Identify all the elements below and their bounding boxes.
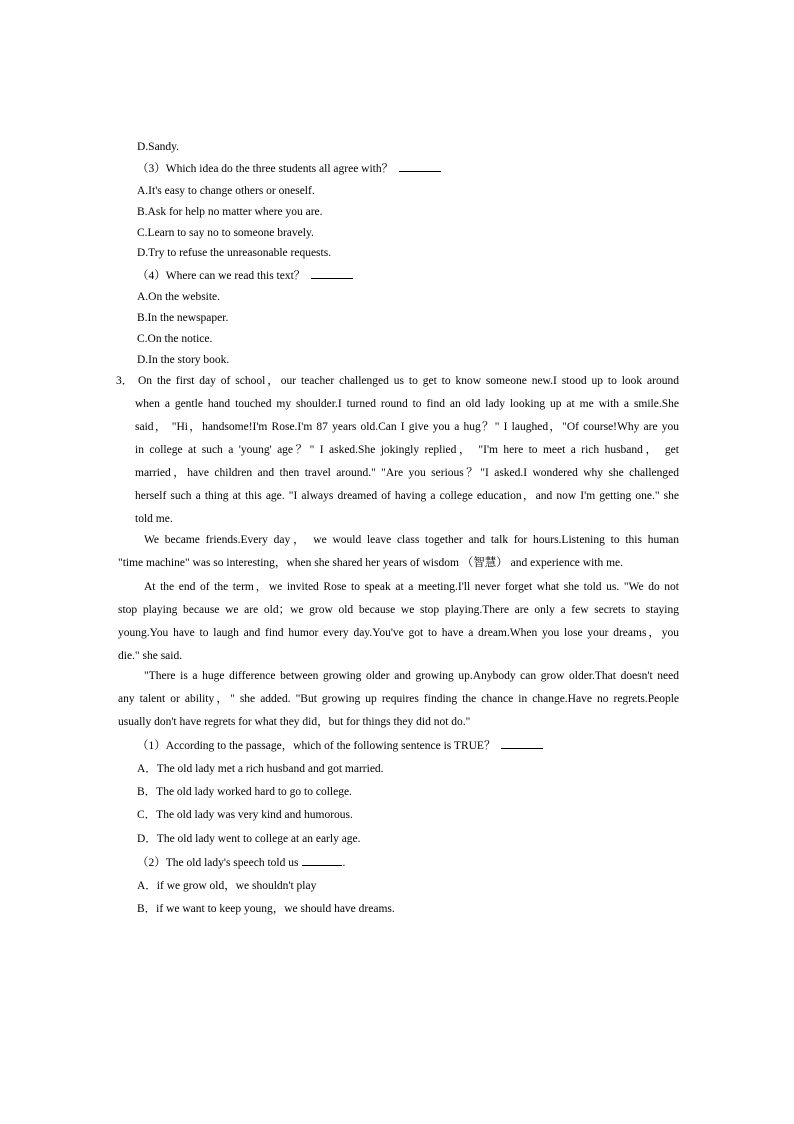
question-3-stem: （3）Which idea do the three students all agree with？ [137,161,441,176]
option-d: D．The old lady went to college at an early age. [137,833,361,845]
option-a: A.On the website. [137,291,221,303]
option-b: B.In the newspaper. [137,312,229,324]
option-c: C.On the notice. [137,333,213,345]
passage-line: told me. [135,513,173,525]
passage-line: stop playing because we are old；we grow old because we stop playing.There are only a few secrets to staying [118,604,679,616]
answer-blank [501,738,543,749]
sub-question-1-stem: （1）According to the passage，which of the following sentence is TRUE？ [137,738,543,753]
passage-line: die." she said. [118,650,183,662]
question-number: 3． [116,375,134,387]
option-c: C.Learn to say no to someone bravely. [137,227,314,239]
passage-line: young.You have to laugh and find humor every day.You've got to have a dream.When you lose your dreams，you [118,627,679,639]
passage-line: On the first day of school，our teacher challenged us to get to know someone new.I stood up to look around [138,375,679,387]
option-d: D.Sandy. [137,141,180,153]
option-a: A.It's easy to change others or oneself. [137,185,315,197]
passage-line: in college at such a 'young' age？" I asked.She jokingly replied， "I'm here to meet a rich husband， get [135,444,679,456]
passage-line: married，have children and then travel around." "Are you serious？"I asked.I wondered why she challenged [135,467,679,479]
option-d: D.Try to refuse the unreasonable requests. [137,247,332,259]
option-a: A．if we grow old，we shouldn't play [137,880,317,892]
passage-line: herself such a thing at this age. "I always dreamed of having a college education，and now I'm getting one." she [135,490,679,502]
passage-line: usually don't have regrets for what they did，but for things they did not do." [118,716,471,728]
option-b: B.Ask for help no matter where you are. [137,206,323,218]
option-b: B．The old lady worked hard to go to college. [137,786,352,798]
passage-line: At the end of the term，we invited Rose to speak at a meeting.I'll never forget what she told us. "We do not [144,581,679,593]
option-d: D.In the story book. [137,354,230,366]
option-c: C．The old lady was very kind and humorous. [137,809,353,821]
question-4-stem: （4）Where can we read this text？ [137,268,353,283]
answer-blank [399,161,441,172]
option-a: A．The old lady met a rich husband and got married. [137,763,384,775]
passage-line: when a gentle hand touched my shoulder.I turned round to find an old lady looking up at me with a smile.She [135,398,679,410]
option-b: B．if we want to keep young，we should have dreams. [137,903,395,915]
passage-line: said， "Hi，handsome!I'm Rose.I'm 87 years old.Can I give you a hug？" I laughed，"Of course!Why are you [135,421,679,433]
answer-blank [302,855,342,866]
answer-blank [311,268,353,279]
passage-line: "time machine" was so interesting，when she shared her years of wisdom （智慧） and experience with me. [118,557,624,569]
passage-line: any talent or ability，" she added. "But growing up requires finding the chance in change.Have no regrets.People [118,693,679,705]
passage-line: "There is a huge difference between growing older and growing up.Anybody can grow older.That doesn't need [144,670,679,682]
sub-question-2-stem: （2）The old lady's speech told us . [137,857,346,869]
passage-line: We became friends.Every day， we would leave class together and talk for hours.Listening to this human [144,534,679,546]
